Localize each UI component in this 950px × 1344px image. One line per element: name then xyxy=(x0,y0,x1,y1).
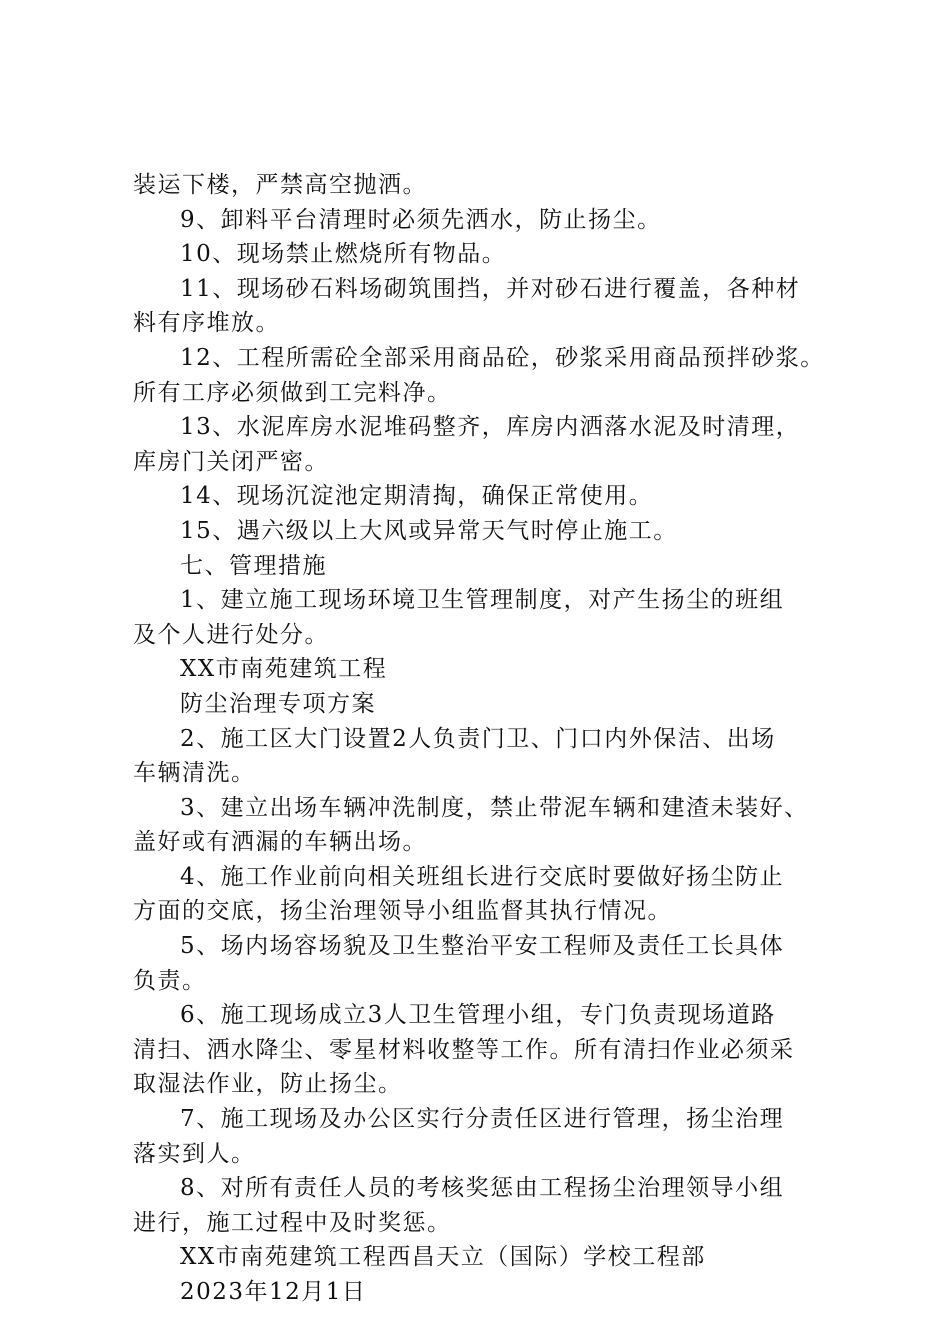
text-line: 所有工序必须做到工完料净。 xyxy=(133,379,452,406)
text-line: 2、施工区大门设置2人负责门卫、门口内外保洁、出场 xyxy=(180,725,776,752)
text-line: XX市南苑建筑工程 xyxy=(180,656,388,683)
text-line: 3、建立出场车辆冲洗制度，禁止带泥车辆和建渣未装好、 xyxy=(180,794,809,821)
text-line: 库房门关闭严密。 xyxy=(133,448,329,475)
text-line: 方面的交底，扬尘治理领导小组监督其执行情况。 xyxy=(133,898,672,925)
text-line: 13、水泥库房水泥堆码整齐，库房内洒落水泥及时清理， xyxy=(180,414,801,441)
text-line: 车辆清洗。 xyxy=(133,760,256,787)
document-body xyxy=(133,168,833,1310)
text-line: 4、施工作业前向相关班组长进行交底时要做好扬尘防止 xyxy=(180,863,785,890)
text-line: 10、现场禁止燃烧所有物品。 xyxy=(180,241,507,268)
text-line: 8、对所有责任人员的考核奖惩由工程扬尘治理领导小组 xyxy=(180,1175,785,1202)
text-line: 盖好或有洒漏的车辆出场。 xyxy=(133,829,427,856)
text-line: 11、现场砂石料场砌筑围挡，并对砂石进行覆盖，各种材 xyxy=(180,275,801,302)
text-line: 取湿法作业，防止扬尘。 xyxy=(133,1071,403,1098)
text-line: 6、施工现场成立3人卫生管理小组，专门负责现场道路 xyxy=(180,1002,776,1029)
text-line: 负责。 xyxy=(133,967,207,994)
text-line: 12、工程所需砼全部采用商品砼，砂浆采用商品预拌砂浆。 xyxy=(180,344,825,371)
text-line: 装运下楼，严禁高空抛洒。 xyxy=(133,172,427,198)
text-line: 5、场内场容场貌及卫生整治平安工程师及责任工长具体 xyxy=(180,933,785,960)
text-line: 进行，施工过程中及时奖惩。 xyxy=(133,1209,452,1236)
text-line: XX市南苑建筑工程西昌天立（国际）学校工程部 xyxy=(180,1244,706,1271)
text-line: 清扫、洒水降尘、零星材料收整等工作。所有清扫作业必须采 xyxy=(133,1036,795,1063)
text-line: 七、管理措施 xyxy=(180,552,327,579)
text-line: 及个人进行处分。 xyxy=(133,621,329,648)
text-line: 1、建立施工现场环境卫生管理制度，对产生扬尘的班组 xyxy=(180,587,785,614)
text-line: 料有序堆放。 xyxy=(133,310,280,337)
text-line: 9、卸料平台清理时必须先洒水，防止扬尘。 xyxy=(180,206,662,233)
text-line: 15、遇六级以上大风或异常天气时停止施工。 xyxy=(180,517,678,544)
text-line: 7、施工现场及办公区实行分责任区进行管理，扬尘治理 xyxy=(180,1106,785,1133)
text-line: 2023年12月1日 xyxy=(180,1279,367,1305)
text-line: 防尘治理专项方案 xyxy=(180,690,376,717)
text-line: 14、现场沉淀池定期清掏，确保正常使用。 xyxy=(180,483,654,510)
text-line: 落实到人。 xyxy=(133,1140,256,1167)
